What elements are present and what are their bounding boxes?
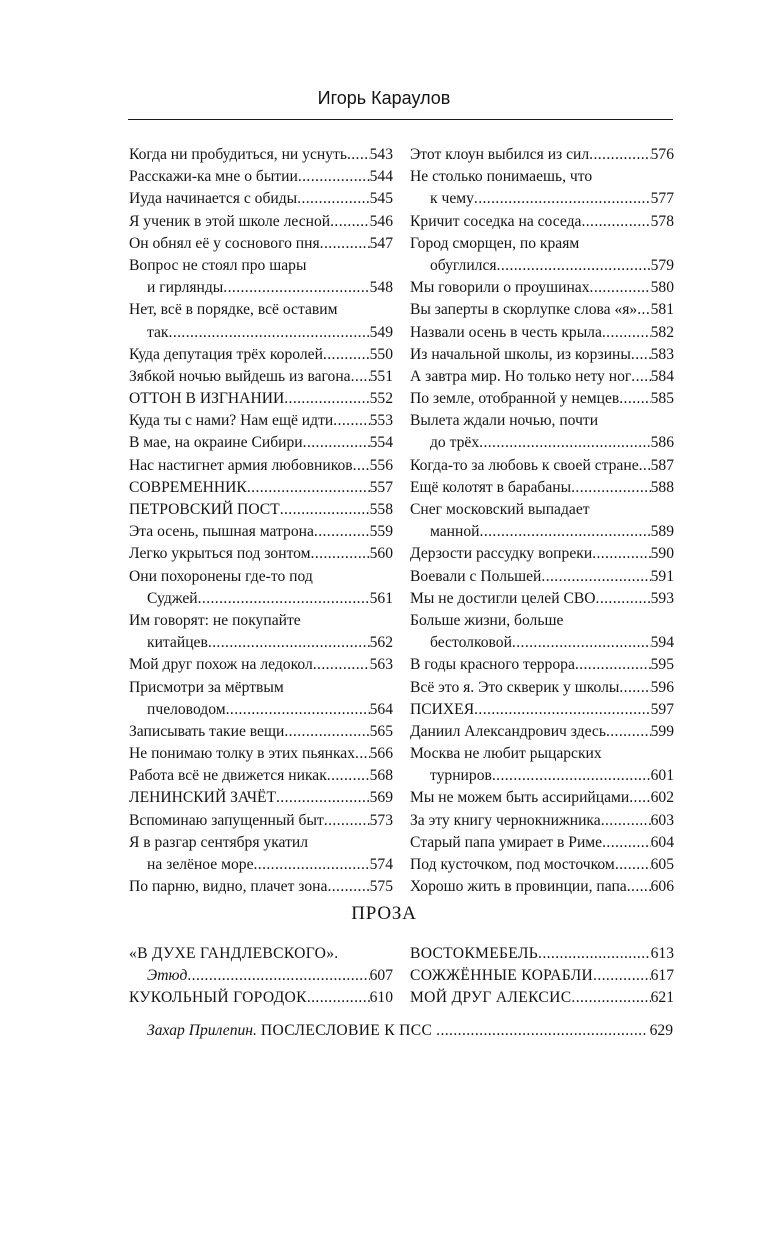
toc-entry	[129, 166, 393, 188]
toc-entry-title: СОВРЕМЕННИК	[129, 478, 247, 496]
toc-entry-page: 581	[650, 301, 674, 319]
toc-entry-title: ОТТОН В ИЗГНАНИИ	[129, 390, 285, 408]
toc-entry-page: 545	[369, 190, 393, 208]
dot-leader	[351, 366, 370, 388]
toc-entry	[410, 322, 674, 344]
toc-entry	[410, 876, 674, 898]
toc-entry	[129, 743, 393, 765]
toc-entry-title: Москва не любит рыцарских	[410, 745, 602, 763]
toc-entry-page: 588	[650, 478, 674, 496]
toc-entry-title: Я ученик в этой школе лесной	[129, 212, 331, 230]
toc-entry-title: Больше жизни, больше	[410, 611, 564, 629]
dot-leader	[637, 299, 650, 321]
toc-entry-title: ПЕТРОВСКИЙ ПОСТ	[129, 501, 280, 518]
toc-entry	[129, 765, 393, 787]
toc-entry-page: 564	[369, 700, 393, 718]
toc-entry-title: Мы не можем быть ассирийцами	[410, 789, 630, 807]
dot-leader	[480, 521, 651, 543]
toc-entry-page: 574	[369, 856, 393, 873]
dot-leader	[474, 699, 650, 721]
toc-entry	[129, 521, 393, 543]
toc-entry-title: Я в разгар сентября укатил	[129, 833, 309, 851]
toc-entry-page: 607	[369, 967, 393, 985]
dot-leader	[596, 588, 651, 610]
dot-leader	[355, 743, 370, 765]
toc-entry-title: По парню, видно, плачет зона	[129, 878, 328, 896]
toc-entry	[410, 477, 674, 499]
running-header-author: Игорь Караулов	[317, 88, 451, 108]
toc-entry-page: 594	[650, 634, 674, 652]
afterword-page: 629	[649, 1022, 673, 1039]
toc-entry	[129, 854, 393, 876]
toc-entry-page: 595	[650, 656, 674, 674]
toc-entry-title: Снег московский выпадает	[410, 501, 590, 518]
toc-entry-title: бестолковой	[430, 634, 512, 652]
toc-entry-title: Зябкой ночью выйдешь из вагона	[129, 367, 351, 385]
toc-entry-title: Работа всё не движется никак	[129, 767, 327, 785]
dot-leader	[602, 322, 651, 344]
toc-entry-page: 569	[369, 789, 393, 807]
toc-entry-title: СОЖЖЁННЫЕ КОРАБЛИ	[410, 967, 594, 985]
toc-entry-title: Город сморщен, по краям	[410, 234, 580, 252]
toc-entry-title: Когда-то за любовь к своей стране	[410, 456, 639, 474]
toc-entry-page: 556	[369, 456, 393, 474]
dot-leader	[606, 721, 651, 743]
toc-entry	[410, 144, 674, 166]
toc-entry-title: Старый папа умирает в Риме	[410, 833, 603, 851]
dot-leader	[327, 876, 369, 898]
toc-entry	[410, 188, 674, 210]
toc-entry	[410, 810, 674, 832]
toc-entry-page: 553	[369, 412, 393, 430]
dot-leader	[327, 765, 370, 787]
toc-entry	[129, 810, 393, 832]
dot-leader	[592, 543, 650, 565]
toc-entry-page: 547	[369, 234, 393, 252]
header-rule	[128, 119, 673, 120]
dot-leader	[601, 810, 651, 832]
toc-entry-title: Когда ни пробудиться, ни уснуть	[129, 146, 347, 163]
toc-entry-page: 552	[369, 390, 393, 408]
toc-entry	[129, 832, 393, 854]
toc-entry	[129, 410, 393, 432]
toc-entry-page: 602	[650, 789, 674, 807]
toc-entry-title: Суджей	[147, 589, 198, 607]
prose-column-right	[410, 943, 674, 1010]
dot-leader	[314, 521, 370, 543]
toc-entry	[410, 566, 674, 588]
dot-leader	[541, 566, 650, 588]
toc-entry-page: 576	[650, 146, 674, 163]
dot-leader	[307, 987, 370, 1009]
toc-entry	[129, 965, 393, 987]
toc-entry-page: 586	[650, 434, 674, 452]
toc-entry	[129, 211, 393, 233]
toc-entry	[129, 233, 393, 255]
toc-entry-title: турниров	[430, 767, 492, 785]
toc-entry-page: 605	[650, 856, 674, 873]
dot-leader	[313, 654, 370, 676]
dot-leader	[571, 987, 650, 1009]
toc-entry-title: Куда ты с нами? Нам ещё идти	[129, 412, 334, 430]
toc-entry	[410, 211, 674, 233]
toc-entry	[410, 299, 674, 321]
toc-entry-page: 551	[369, 367, 393, 385]
toc-entry	[410, 721, 674, 743]
toc-entry-title: Не понимаю толку в этих пьянках	[129, 745, 356, 763]
toc-entry-title: По земле, отобранной у немцев	[410, 390, 620, 408]
toc-entry	[410, 987, 674, 1009]
dot-leader	[198, 588, 370, 610]
dot-leader	[571, 477, 651, 499]
toc-entry-page: 604	[650, 833, 674, 851]
toc-entry-page: 566	[369, 745, 393, 763]
toc-entry-title: пчеловодом	[147, 700, 226, 718]
toc-entry	[129, 499, 393, 521]
toc-column-right	[410, 144, 674, 898]
toc-entry-page: 613	[650, 945, 674, 962]
toc-entry-page: 587	[650, 456, 674, 474]
toc-entry-title: Из начальной школы, из корзины	[410, 345, 631, 363]
toc-entry-title: китайцев	[147, 634, 208, 652]
toc-entry-page: 554	[369, 434, 393, 452]
dot-leader	[353, 455, 370, 477]
toc-entry-page: 583	[650, 345, 674, 363]
dot-leader	[298, 166, 370, 188]
toc-entry-page: 610	[369, 989, 393, 1007]
dot-leader	[208, 632, 370, 654]
toc-entry	[410, 455, 674, 477]
toc-entry-page: 580	[650, 279, 674, 297]
toc-entry	[410, 255, 674, 277]
afterword-author: Захар Прилепин.	[147, 1022, 257, 1039]
toc-entry	[129, 188, 393, 210]
toc-entry-title: Этюд	[147, 967, 188, 985]
toc-entry-page: 578	[650, 212, 674, 230]
afterword-title: ПОСЛЕСЛОВИЕ К ПСС	[260, 1022, 433, 1039]
toc-entry	[410, 943, 674, 965]
dot-leader	[187, 965, 369, 987]
toc-entry-page: 593	[650, 589, 674, 607]
toc-entry-page: 544	[369, 168, 393, 186]
toc-entry	[129, 632, 393, 654]
toc-entry-title: Воевали с Польшей	[410, 567, 542, 585]
dot-leader	[619, 677, 650, 699]
toc-entry-title: Им говорят: не покупайте	[129, 611, 301, 629]
toc-entry-title: Под кусточком, под мосточком	[410, 856, 615, 873]
toc-entry	[129, 344, 393, 366]
dot-leader	[593, 965, 651, 987]
toc-entry	[129, 322, 393, 344]
toc-entry-page: 596	[650, 678, 674, 696]
toc-entry-page: 575	[369, 878, 393, 896]
dot-leader	[436, 1020, 645, 1042]
toc-entry-page: 560	[369, 545, 393, 563]
toc-entry	[129, 144, 393, 166]
toc-entry-title: к чему	[430, 190, 474, 208]
toc-entry	[410, 699, 674, 721]
toc-entry	[410, 610, 674, 632]
toc-entry-title: Хорошо жить в провинции, папа	[410, 878, 627, 896]
toc-entry-page: 562	[369, 634, 393, 652]
toc-entry	[410, 632, 674, 654]
toc-entry	[129, 699, 393, 721]
toc-entry-title: Не столько понимаешь, что	[410, 168, 593, 186]
dot-leader	[639, 455, 651, 477]
toc-entry-title: Вылета ждали ночью, почти	[410, 412, 599, 430]
toc-entry-title: Куда депутация трёх королей	[129, 345, 323, 363]
toc-entry-page: 550	[369, 345, 393, 363]
toc-entry-page: 549	[369, 323, 393, 341]
toc-entry-title: манной	[430, 523, 480, 541]
toc-entry-title: Расскажи-ка мне о бытии	[129, 168, 298, 186]
toc-entry	[129, 366, 393, 388]
toc-entry	[410, 965, 674, 987]
toc-entry-title: Дерзости рассудку вопреки	[410, 545, 593, 563]
toc-entry-title: В мае, на окраине Сибири	[129, 434, 303, 452]
dot-leader	[479, 432, 650, 454]
toc-entry	[410, 499, 674, 521]
toc-entry-page: 591	[650, 567, 674, 585]
toc-entry-title: Мы не достигли целей СВО	[410, 589, 596, 607]
toc-entry	[410, 166, 674, 188]
dot-leader	[169, 322, 370, 344]
dot-leader	[629, 787, 650, 809]
toc-entry-page: 585	[650, 390, 674, 408]
toc-entry-title: КУКОЛЬНЫЙ ГОРОДОК	[129, 989, 307, 1007]
toc-entry-page: 597	[650, 700, 674, 718]
dot-leader	[538, 943, 651, 965]
toc-entry-title: Он обнял её у соснового пня	[129, 234, 320, 252]
dot-leader	[512, 632, 651, 654]
toc-column-left	[129, 144, 393, 898]
toc-entry-page: 559	[369, 523, 393, 541]
dot-leader	[276, 787, 370, 809]
toc-entry-title: ВОСТОКМЕБЕЛЬ	[410, 945, 539, 962]
toc-entry-title: до трёх	[430, 434, 480, 452]
toc-entry	[129, 388, 393, 410]
toc-entry	[410, 366, 674, 388]
toc-entry-title: Вопрос не стоял про шары	[129, 256, 307, 274]
dot-leader	[223, 277, 369, 299]
toc-entry	[129, 787, 393, 809]
toc-entry	[410, 410, 674, 432]
toc-entry-page: 543	[369, 146, 393, 163]
toc-entry	[410, 854, 674, 876]
toc-entry-title: Эта осень, пышная матрона	[129, 523, 314, 541]
dot-leader	[320, 233, 370, 255]
dot-leader	[631, 366, 650, 388]
toc-entry-page: 563	[369, 656, 393, 674]
toc-entry	[410, 432, 674, 454]
toc-entry-page: 546	[369, 212, 393, 230]
toc-entry	[410, 743, 674, 765]
dot-leader	[284, 388, 369, 410]
toc-entry	[129, 943, 393, 965]
toc-entry-title: Даниил Александрович здесь	[410, 722, 606, 740]
toc-entry-page: 603	[650, 811, 674, 829]
toc-entry-title: Нас настигнет армия любовников	[129, 456, 353, 474]
toc-entry	[410, 388, 674, 410]
dot-leader	[303, 432, 370, 454]
toc-entry-title: Они похоронены где-то под	[129, 567, 313, 585]
toc-entry	[410, 233, 674, 255]
toc-entry	[129, 432, 393, 454]
dot-leader	[280, 499, 370, 521]
toc-entry-title: Записывать такие вещи	[129, 722, 285, 740]
toc-entry-page: 577	[650, 190, 674, 208]
toc-entry-title: Легко укрыться под зонтом	[129, 545, 311, 563]
toc-entry-title: ЛЕНИНСКИЙ ЗАЧЁТ	[129, 789, 276, 807]
dot-leader	[247, 477, 370, 499]
toc-entry	[410, 277, 674, 299]
toc-entry	[129, 566, 393, 588]
toc-entry	[129, 588, 393, 610]
toc-entry-title: Вспоминаю запущенный быт	[129, 811, 324, 829]
toc-entry-title: Мы говорили о проушинах	[410, 279, 590, 297]
dot-leader	[284, 721, 369, 743]
toc-entry-page: 568	[369, 767, 393, 785]
dot-leader	[497, 255, 651, 277]
toc-entry-title: ПСИХЕЯ	[410, 700, 475, 718]
toc-entry	[129, 543, 393, 565]
dot-leader	[347, 144, 370, 166]
toc-entry-page: 582	[650, 323, 674, 341]
dot-leader	[631, 344, 651, 366]
toc-entry-title: обуглился	[430, 256, 497, 274]
dot-leader	[253, 854, 369, 876]
toc-entry	[410, 677, 674, 699]
toc-entry-title: Иуда начинается с обиды	[129, 190, 298, 208]
toc-entry	[129, 876, 393, 898]
toc-entry-title: Вы заперты в скорлупке слова «я»	[410, 301, 638, 319]
toc-entry	[129, 987, 393, 1009]
toc-entry-title: Кричит соседка на соседа	[410, 212, 582, 230]
toc-entry-page: 601	[650, 767, 674, 785]
toc-entry-title: Нет, всё в порядке, всё оставим	[129, 301, 338, 319]
toc-entry-page: 548	[369, 279, 393, 297]
toc-entry-title: Ещё колотят в барабаны	[410, 478, 572, 496]
toc-entry	[410, 654, 674, 676]
toc-entry	[129, 654, 393, 676]
toc-entry	[410, 543, 674, 565]
toc-entry-page: 557	[369, 478, 393, 496]
toc-entry-title: А завтра мир. Но только нету ног	[410, 367, 632, 385]
toc-entry-page: 584	[650, 367, 674, 385]
dot-leader	[581, 211, 650, 233]
dot-leader	[615, 854, 651, 876]
toc-entry-title: МОЙ ДРУГ АЛЕКСИС	[410, 989, 572, 1007]
toc-entry	[410, 344, 674, 366]
dot-leader	[627, 876, 651, 898]
toc-entry-page: 579	[650, 256, 674, 274]
toc-entry	[129, 610, 393, 632]
dot-leader	[575, 654, 651, 676]
dot-leader	[492, 765, 651, 787]
toc-entry-page: 621	[650, 989, 674, 1007]
toc-entry	[410, 588, 674, 610]
toc-entry-title: Всё это я. Это скверик у школы	[410, 678, 620, 696]
dot-leader	[330, 211, 369, 233]
toc-entry-title: Мой друг похож на ледокол	[129, 656, 313, 674]
toc-entry-title: на зелёное море	[147, 856, 254, 873]
toc-entry-title: так	[147, 323, 169, 341]
toc-entry	[129, 299, 393, 321]
toc-entry-page: 590	[650, 545, 674, 563]
toc-entry	[410, 832, 674, 854]
toc-entry-title: Присмотри за мёртвым	[129, 678, 284, 696]
toc-entry-title: В годы красного террора	[410, 656, 575, 674]
toc-entry-title: За эту книгу чернокнижника	[410, 811, 601, 829]
toc-entry	[129, 277, 393, 299]
section-heading-prose: ПРОЗА	[351, 903, 417, 924]
dot-leader	[589, 144, 650, 166]
toc-entry-title: и гирлянды	[147, 279, 224, 297]
dot-leader	[619, 388, 650, 410]
dot-leader	[324, 810, 370, 832]
toc-entry-page: 573	[369, 811, 393, 829]
dot-leader	[333, 410, 369, 432]
dot-leader	[297, 188, 369, 210]
dot-leader	[323, 344, 370, 366]
toc-entry-page: 565	[369, 722, 393, 740]
toc-entry-title: Этот клоун выбился из сил	[410, 146, 590, 163]
toc-entry	[410, 521, 674, 543]
toc-entry-page: 617	[650, 967, 674, 985]
toc-entry-page: 599	[650, 722, 674, 740]
toc-entry-page: 606	[650, 878, 674, 896]
toc-entry	[410, 787, 674, 809]
toc-entry-page: 589	[650, 523, 674, 541]
afterword-entry	[147, 1020, 673, 1042]
toc-entry	[129, 477, 393, 499]
dot-leader	[226, 699, 370, 721]
dot-leader	[590, 277, 651, 299]
toc-entry-page: 558	[369, 501, 393, 518]
toc-entry	[129, 255, 393, 277]
toc-entry	[129, 721, 393, 743]
dot-leader	[474, 188, 651, 210]
toc-entry-title: «В ДУХЕ ГАНДЛЕВСКОГО».	[129, 945, 339, 962]
toc-entry-page: 561	[369, 589, 393, 607]
dot-leader	[311, 543, 370, 565]
prose-column-left	[129, 943, 393, 1010]
toc-entry-title: Назвали осень в честь крыла	[410, 323, 602, 341]
dot-leader	[602, 832, 651, 854]
toc-entry	[410, 765, 674, 787]
toc-entry	[129, 455, 393, 477]
toc-entry	[129, 677, 393, 699]
